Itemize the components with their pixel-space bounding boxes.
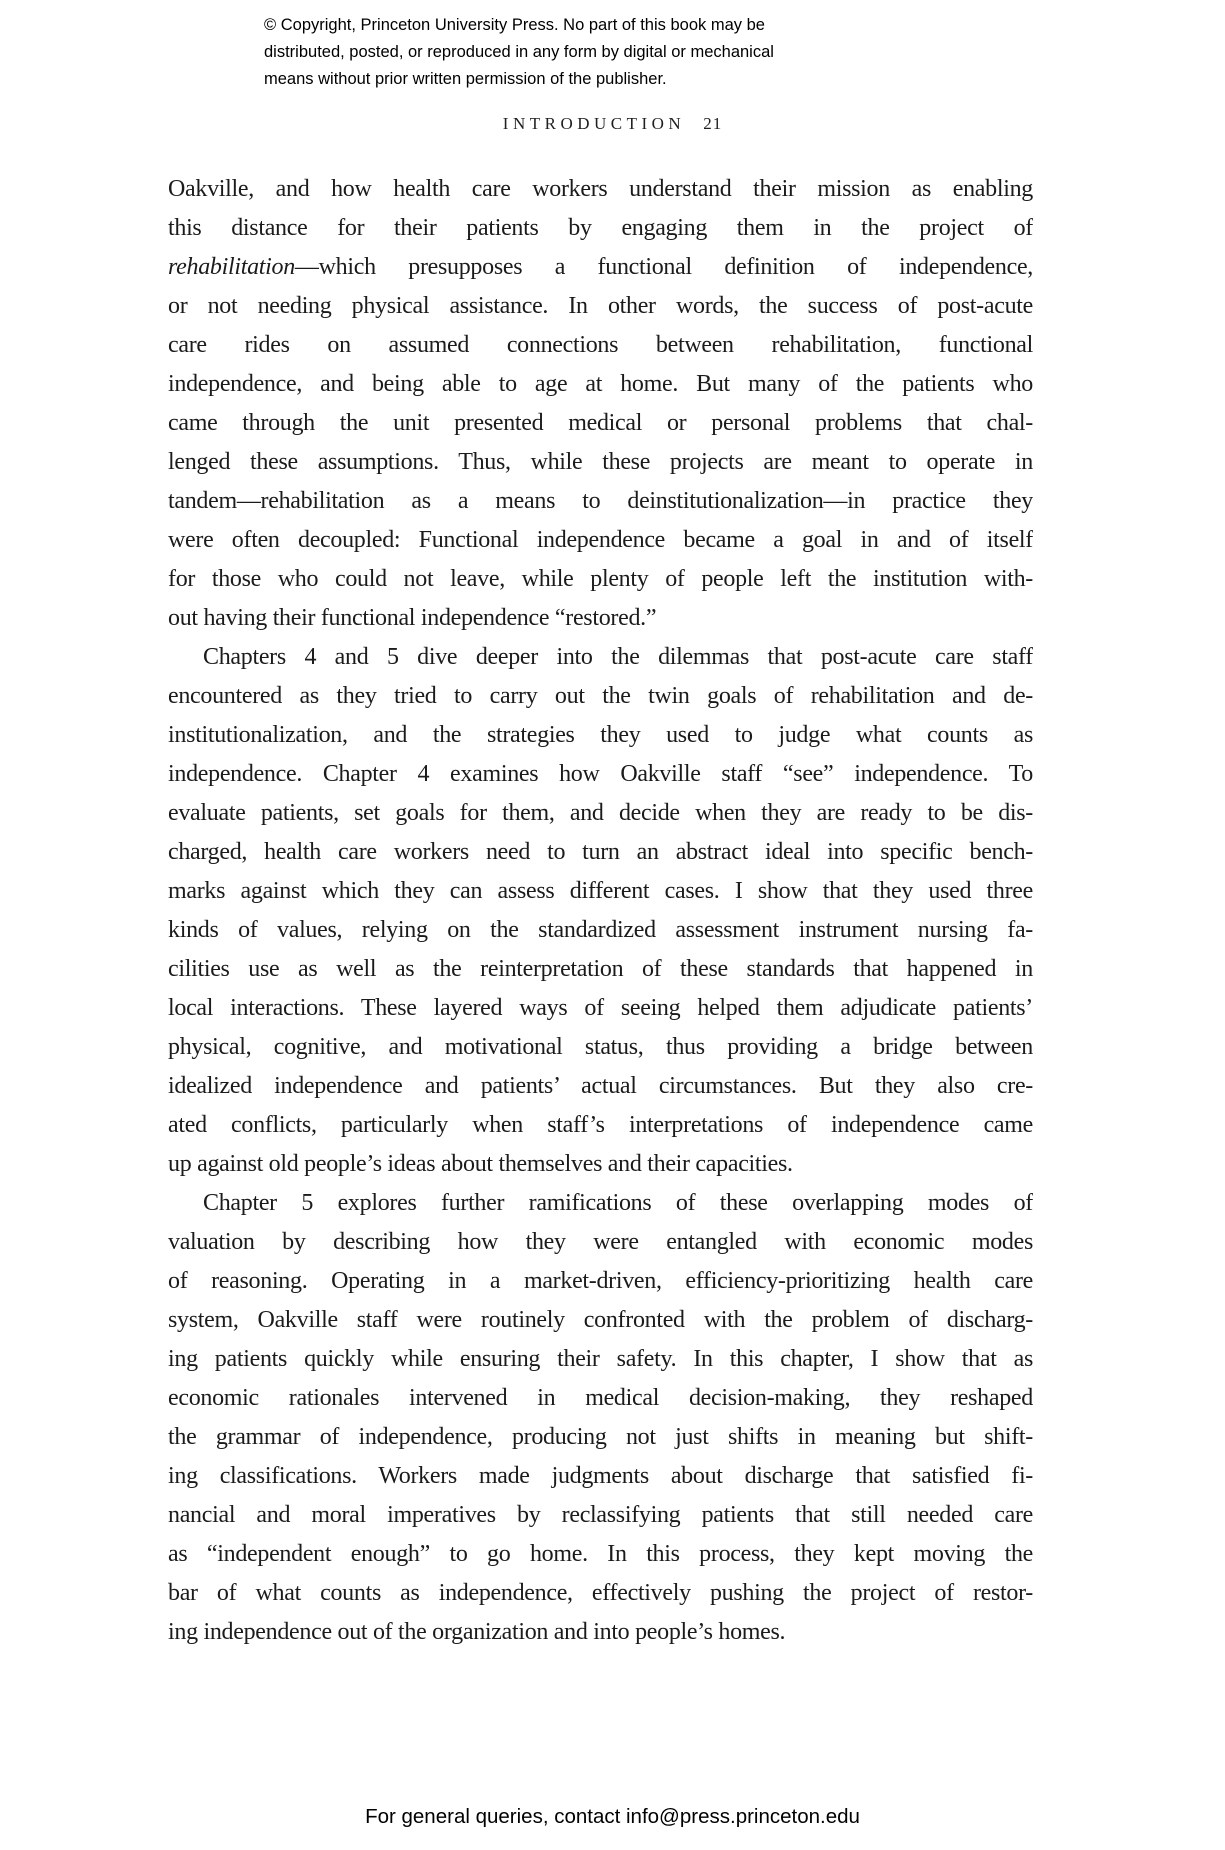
running-head-page-number: 21 [703,114,723,133]
text-line: cilities use as well as the reinterpretation of these standards that happened in [168,956,1033,982]
text-line: of reasoning. Operating in a market-driven, efficiency-prioritizing health care [168,1268,1033,1294]
footer [0,1803,1225,1830]
running-head-title: INTRODUCTION [502,114,686,133]
paragraph [168,638,1033,1184]
text-line: ing classifications. Workers made judgments about discharge that satisfied fi- [168,1463,1033,1489]
text-line: encountered as they tried to carry out the twin goals of rehabilitation and de- [168,683,1033,709]
body-text [168,170,1033,1652]
text-line: Oakville, and how health care workers understand their mission as enabling [168,176,1033,202]
text-line: out having their functional independence “restored.” [168,605,657,631]
text-line: care rides on assumed connections between rehabilitation, functional [168,332,1033,358]
text-line: lenged these assumptions. Thus, while these projects are meant to operate in [168,449,1033,475]
text-line: for those who could not leave, while plenty of people left the institution with- [168,566,1033,592]
text-line: idealized independence and patients’ actual circumstances. But they also cre- [168,1073,1033,1099]
text-line: the grammar of independence, producing not just shifts in meaning but shift- [168,1424,1033,1450]
copyright-notice [264,12,774,93]
text-line: institutionalization, and the strategies they used to judge what counts as [168,722,1033,748]
text-line: system, Oakville staff were routinely confronted with the problem of discharg- [168,1307,1033,1333]
text-line: or not needing physical assistance. In other words, the success of post-acute [168,293,1033,319]
text-line: up against old people’s ideas about themselves and their capacities. [168,1151,793,1177]
text-line: came through the unit presented medical or personal problems that chal- [168,410,1033,436]
footer-contact-text: For general queries, contact info@press.princeton.edu [365,1805,860,1828]
text-line: ing independence out of the organization and into people’s homes. [168,1619,786,1645]
text-line: this distance for their patients by engaging them in the project of [168,215,1033,241]
copyright-notice-line: means without prior written permission of the publisher. [264,70,667,88]
text-line: marks against which they can assess different cases. I show that they used three [168,878,1033,904]
paragraph [168,1184,1033,1652]
running-head [0,114,1225,134]
text-line: local interactions. These layered ways of seeing helped them adjudicate patients’ [168,995,1033,1021]
text-line: Chapter 5 explores further ramifications of these overlapping modes of [203,1190,1033,1216]
text-line: physical, cognitive, and motivational status, thus providing a bridge between [168,1034,1033,1060]
text-line: economic rationales intervened in medical decision-making, they reshaped [168,1385,1033,1411]
text-line: bar of what counts as independence, effectively pushing the project of restor- [168,1580,1033,1606]
text-line: were often decoupled: Functional independence became a goal in and of itself [168,527,1033,553]
text-line: valuation by describing how they were entangled with economic modes [168,1229,1033,1255]
text-line: kinds of values, relying on the standardized assessment instrument nursing fa- [168,917,1033,943]
text-line: ing patients quickly while ensuring their safety. In this chapter, I show that as [168,1346,1033,1372]
text-line: ated conflicts, particularly when staff’s interpretations of independence came [168,1112,1033,1138]
copyright-notice-line: © Copyright, Princeton University Press. No part of this book may be [264,16,765,34]
text-line: charged, health care workers need to turn an abstract ideal into specific bench- [168,839,1033,865]
text-line: evaluate patients, set goals for them, and decide when they are ready to be dis- [168,800,1033,826]
text-line: nancial and moral imperatives by reclassifying patients that still needed care [168,1502,1033,1528]
text-line: independence. Chapter 4 examines how Oakville staff “see” independence. To [168,761,1033,787]
copyright-notice-line: distributed, posted, or reproduced in any form by digital or mechanical [264,43,774,61]
text-line: tandem—rehabilitation as a means to deinstitutionalization—in practice they [168,488,1033,514]
text-line: independence, and being able to age at home. But many of the patients who [168,371,1033,397]
paragraph [168,170,1033,638]
text-line: Chapters 4 and 5 dive deeper into the dilemmas that post-acute care staff [203,644,1033,670]
text-line: as “independent enough” to go home. In this process, they kept moving the [168,1541,1033,1567]
text-line: rehabilitation—which presupposes a functional definition of independence, [168,254,1033,280]
